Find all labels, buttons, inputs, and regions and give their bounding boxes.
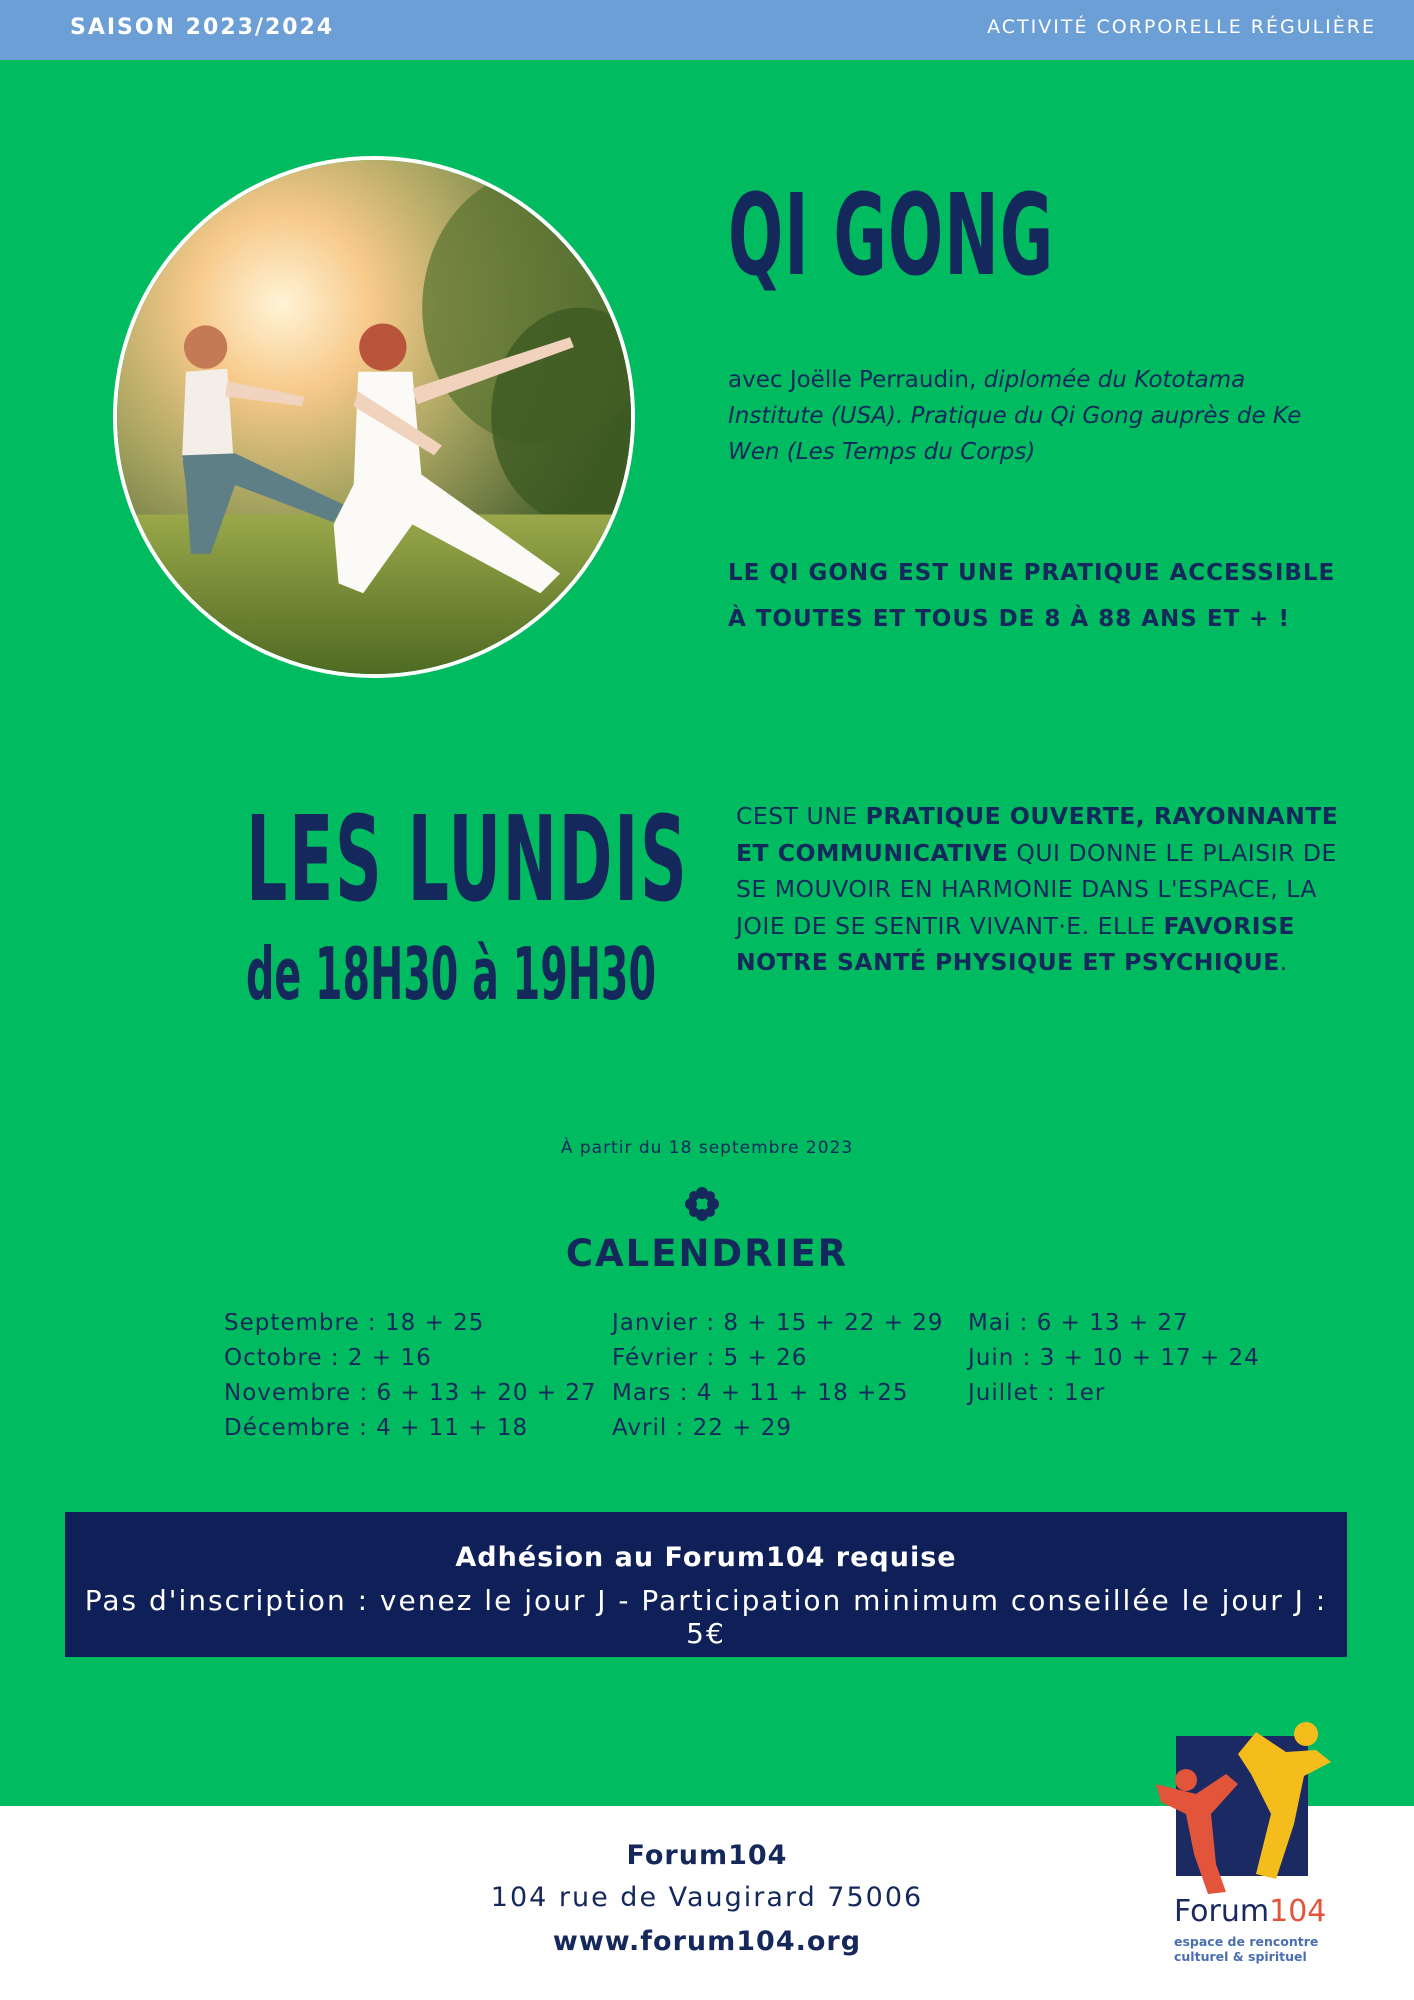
top-bar [0, 0, 1414, 60]
calendar-entry: Juillet : 1er [968, 1380, 1106, 1406]
page-title: QI GONG [728, 171, 1055, 301]
description-text: QUI DONNE LE PLAISIR DE SE MOUVOIR EN HARMONIE DANS L'ESPACE, LA JOIE DE SE SENTIR VIVANT·E. ELLE [736, 838, 1337, 940]
calendar-entry: Février : 5 + 26 [612, 1345, 808, 1371]
logo-name-part: Forum [1174, 1894, 1270, 1929]
calendar-entry: Janvier : 8 + 15 + 22 + 29 [612, 1310, 944, 1336]
footer-name: Forum104 [626, 1840, 788, 1871]
accessibility-note [728, 550, 1368, 642]
calendar-entry: Novembre : 6 + 13 + 20 + 27 [224, 1380, 597, 1406]
calendar-entry: Décembre : 4 + 11 + 18 [224, 1415, 529, 1441]
start-date: À partir du 18 septembre 2023 [560, 1138, 854, 1158]
description-text: . [1279, 948, 1288, 976]
footer-website-link[interactable]: www.forum104.org [552, 1926, 862, 1957]
logo-tagline: espace de rencontre culturel & spirituel [1174, 1934, 1319, 1964]
calendar-column [968, 1306, 1260, 1411]
calendar-column [612, 1306, 944, 1446]
flower-icon [684, 1186, 720, 1222]
calendar-entry: Avril : 22 + 29 [612, 1415, 793, 1441]
logo-name-part: 104 [1269, 1894, 1327, 1929]
calendar-title: CALENDRIER [565, 1232, 849, 1275]
qigong-photo [113, 156, 635, 678]
accessibility-line: LE QI GONG EST UNE PRATIQUE ACCESSIBLE [728, 560, 1336, 586]
calendar-entry: Octobre : 2 + 16 [224, 1345, 432, 1371]
membership-title: Adhésion au Forum104 requise [455, 1542, 957, 1573]
schedule-hours: de 18H30 à 19H30 [246, 932, 656, 1016]
calendar-entry: Septembre : 18 + 25 [224, 1310, 485, 1336]
instructor-name: avec Joëlle Perraudin, [728, 367, 977, 393]
calendar-entry: Mai : 6 + 13 + 27 [968, 1310, 1189, 1336]
logo-figures-icon [1156, 1714, 1336, 1894]
description-text: CEST UNE [736, 802, 866, 830]
description-highlight: PRATIQUE OUVERTE, RAYONNANTE ET COMMUNICATIVE [736, 802, 1339, 867]
forum104-logo [1156, 1714, 1336, 1974]
calendar-entry: Juin : 3 + 10 + 17 + 24 [968, 1345, 1260, 1371]
season-label: SAISON 2023/2024 [70, 15, 335, 40]
membership-banner [65, 1512, 1347, 1657]
description-highlight: FAVORISE NOTRE SANTÉ PHYSIQUE ET PSYCHIQUE [736, 911, 1295, 976]
participation-note: Pas d'inscription : venez le jour J - Participation minimum conseillée le jour J : 5€ [84, 1584, 1328, 1650]
calendar-column [224, 1306, 597, 1446]
schedule-day: LES LUNDIS [246, 790, 689, 928]
footer-address: 104 rue de Vaugirard 75006 [490, 1882, 924, 1913]
calendar-entry: Mars : 4 + 11 + 18 +25 [612, 1380, 909, 1406]
instructor-credentials: diplomée du Kototama Institute (USA). Pratique du Qi Gong auprès de Ke Wen (Les Temps du Corps) [728, 367, 1302, 465]
instructor-info [728, 362, 1348, 470]
logo-name [1174, 1894, 1326, 1929]
description [736, 798, 1356, 981]
activity-label: ACTIVITÉ CORPORELLE RÉGULIÈRE [987, 16, 1376, 38]
accessibility-line: À TOUTES ET TOUS DE 8 À 88 ANS ET + ! [728, 606, 1291, 632]
